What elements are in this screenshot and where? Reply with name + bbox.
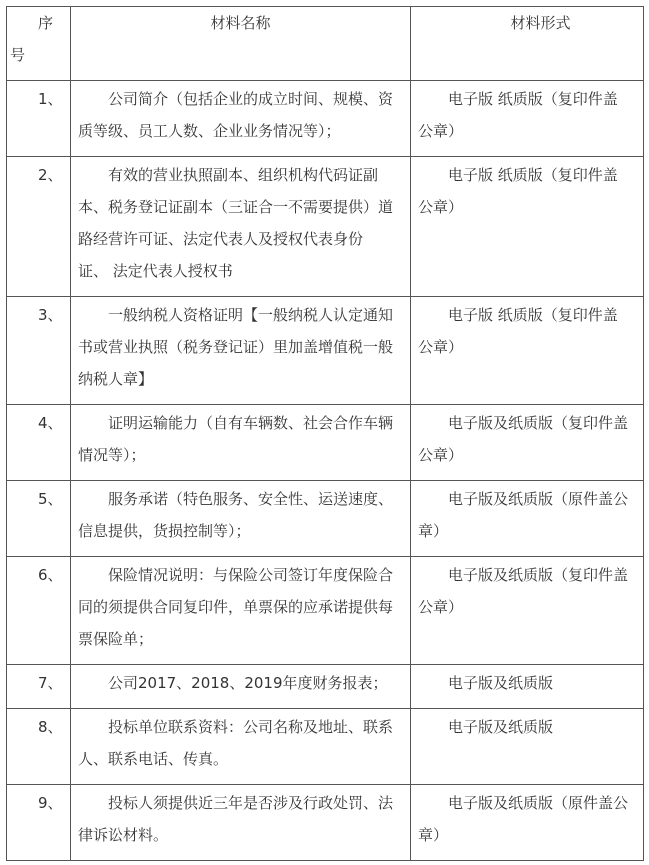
material-form-line: 电子版及纸质版（原件盖公 xyxy=(448,794,629,812)
material-form-line: 电子版 纸质版（复印件盖 xyxy=(448,306,618,324)
material-name-line: 证明运输能力（自有车辆数、社会合作车辆 xyxy=(108,414,394,432)
row-index xyxy=(7,157,71,297)
material-form-line: 公章） xyxy=(418,446,464,464)
material-name-line: 投标人须提供近三年是否涉及行政处罚、法 xyxy=(108,794,394,812)
header-form xyxy=(411,7,644,81)
row-index-text: 6、 xyxy=(38,566,63,584)
materials-table xyxy=(6,6,644,861)
row-index xyxy=(7,81,71,157)
material-form xyxy=(411,297,644,405)
material-form-line: 电子版及纸质版（复印件盖 xyxy=(448,566,629,584)
material-form-line: 电子版 纸质版（复印件盖 xyxy=(448,90,618,108)
material-name xyxy=(71,297,411,405)
material-form xyxy=(411,785,644,861)
row-index-text: 3、 xyxy=(38,306,63,324)
material-form-line: 公章） xyxy=(418,198,464,216)
material-form-line: 公章） xyxy=(418,338,464,356)
material-name-line: 律诉讼材料。 xyxy=(78,826,169,844)
table-row xyxy=(7,557,644,665)
row-index xyxy=(7,665,71,709)
material-name-line: 保险情况说明：与保险公司签订年度保险合 xyxy=(108,566,394,584)
material-name xyxy=(71,665,411,709)
row-index xyxy=(7,785,71,861)
material-form xyxy=(411,81,644,157)
row-index xyxy=(7,405,71,481)
table-row xyxy=(7,481,644,557)
material-name-line: 书或营业执照（税务登记证）里加盖增值税一般 xyxy=(78,338,394,356)
table-row xyxy=(7,709,644,785)
material-name xyxy=(71,785,411,861)
table-row xyxy=(7,297,644,405)
material-form-line: 章） xyxy=(418,826,449,844)
material-form xyxy=(411,481,644,557)
header-form-label: 材料形式 xyxy=(510,14,571,32)
row-index-text: 2、 xyxy=(38,166,63,184)
row-index-text: 8、 xyxy=(38,718,63,736)
material-name-line: 投标单位联系资料：公司名称及地址、联系 xyxy=(108,718,394,736)
material-name-line: 服务承诺（特色服务、安全性、运送速度、 xyxy=(108,490,394,508)
header-name xyxy=(71,7,411,81)
row-index-text: 5、 xyxy=(38,490,63,508)
row-index-text: 1、 xyxy=(38,90,63,108)
material-form xyxy=(411,709,644,785)
material-form-line: 公章） xyxy=(418,598,464,616)
material-form-line: 电子版及纸质版 xyxy=(448,674,554,692)
material-form xyxy=(411,405,644,481)
material-form-line: 公章） xyxy=(418,122,464,140)
material-name-line: 公司简介（包括企业的成立时间、规模、资 xyxy=(108,90,394,108)
material-name-line: 路经营许可证、法定代表人及授权代表身份 xyxy=(78,230,364,248)
material-name xyxy=(71,405,411,481)
row-index xyxy=(7,709,71,785)
row-index-text: 9、 xyxy=(38,794,63,812)
material-name-line: 人、联系电话、传真。 xyxy=(78,750,229,768)
material-form-line: 电子版及纸质版（复印件盖 xyxy=(448,414,629,432)
material-name-line: 一般纳税人资格证明【一般纳税人认定通知 xyxy=(108,306,394,324)
material-name-line: 公司2017、2018、2019年度财务报表； xyxy=(108,674,388,692)
row-index-text: 7、 xyxy=(38,674,63,692)
material-form xyxy=(411,557,644,665)
material-name xyxy=(71,157,411,297)
row-index xyxy=(7,297,71,405)
material-form xyxy=(411,665,644,709)
header-name-label: 材料名称 xyxy=(210,14,271,32)
material-name xyxy=(71,557,411,665)
material-form-line: 电子版及纸质版（原件盖公 xyxy=(448,490,629,508)
material-name-line: 纳税人章】 xyxy=(78,370,154,388)
header-index xyxy=(7,7,71,81)
row-index xyxy=(7,557,71,665)
material-name-line: 有效的营业执照副本、组织机构代码证副 xyxy=(108,166,379,184)
material-name xyxy=(71,481,411,557)
material-name-line: 本、税务登记证副本（三证合一不需要提供）道 xyxy=(78,198,394,216)
material-form-line: 章） xyxy=(418,522,449,540)
material-name xyxy=(71,709,411,785)
material-name-line: 证、 法定代表人授权书 xyxy=(78,262,233,280)
table-row xyxy=(7,157,644,297)
material-name-line: 情况等）； xyxy=(78,446,146,464)
header-row xyxy=(7,7,644,81)
table-row xyxy=(7,785,644,861)
material-name-line: 票保险单； xyxy=(78,630,154,648)
table-row xyxy=(7,405,644,481)
material-form-line: 电子版 纸质版（复印件盖 xyxy=(448,166,618,184)
material-name-line: 同的须提供合同复印件，单票保的应承诺提供每 xyxy=(78,598,394,616)
material-name-line: 质等级、员工人数、企业业务情况等）； xyxy=(78,122,341,140)
material-name-line: 信息提供，货损控制等）； xyxy=(78,522,251,540)
header-index-label: 序号 xyxy=(10,14,54,64)
material-name xyxy=(71,81,411,157)
table-row xyxy=(7,81,644,157)
material-form-line: 电子版及纸质版 xyxy=(448,718,554,736)
row-index-text: 4、 xyxy=(38,414,63,432)
material-form xyxy=(411,157,644,297)
table-row xyxy=(7,665,644,709)
row-index xyxy=(7,481,71,557)
